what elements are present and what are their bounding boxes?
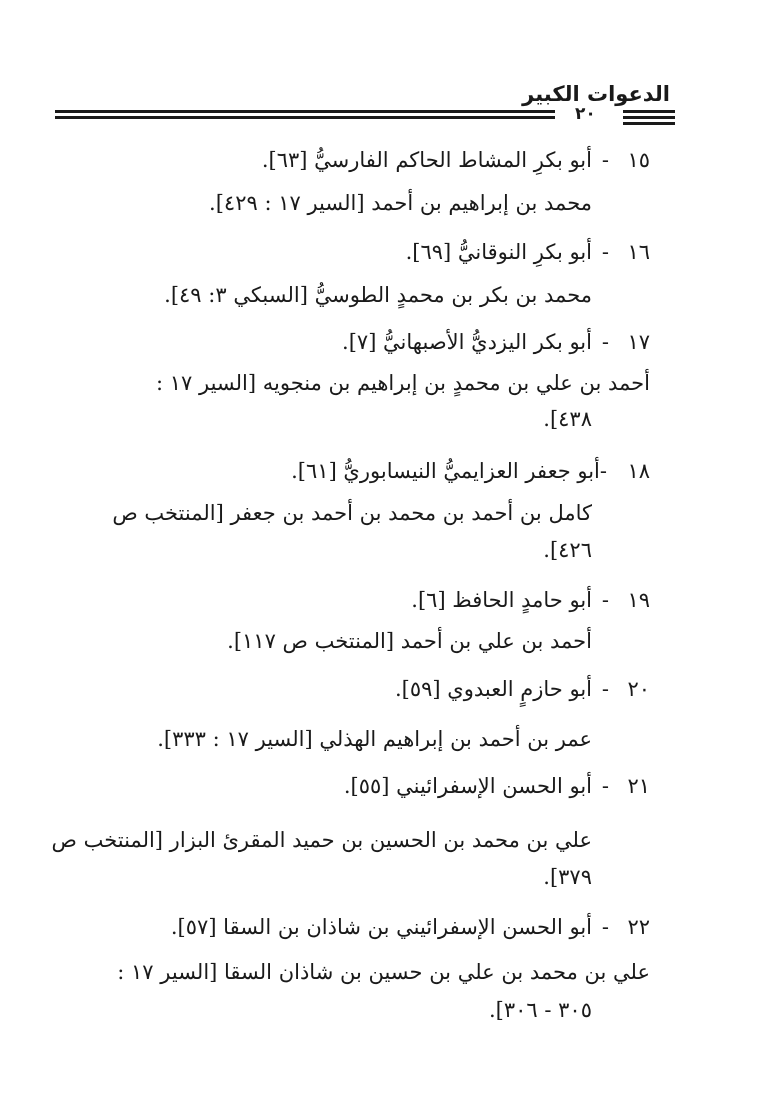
entry-dash: -	[601, 915, 609, 939]
entry-head: أبو حازمٍ العبدوي [٥٩].	[394, 677, 592, 701]
entry-number: ١٥	[627, 148, 650, 172]
entry-detail: ٣٧٩].	[543, 865, 592, 889]
entry-head: أبو بكر اليزديُّ الأصبهانيُّ [٧].	[342, 330, 592, 354]
entry-number: ٢٢	[627, 915, 650, 939]
entry-detail: علي بن محمد بن علي بن حسين بن شاذان السقا [السير ١٧ :	[117, 960, 650, 984]
entry-head: -أبو جعفر العزايميُّ النيسابوريُّ [٦١].	[291, 459, 607, 483]
entry-detail: أحمد بن علي بن محمدٍ بن إبراهيم بن منجويه [السير ١٧ :	[155, 371, 650, 395]
entry-detail: محمد بن إبراهيم بن أحمد [السير ١٧ : ٤٢٩].	[209, 191, 592, 215]
entry-detail: كامل بن أحمد بن محمد بن أحمد بن جعفر [المنتخب ص	[112, 501, 592, 525]
entry-number: ١٧	[627, 330, 650, 354]
header-rule	[55, 116, 555, 119]
entry-head: أبو حامدٍ الحافظ [٦].	[411, 588, 592, 612]
entry-detail: علي بن محمد بن الحسين بن حميد المقرئ البزار [المنتخب ص	[51, 828, 592, 852]
entry-dash: -	[601, 677, 609, 701]
entry-dash: -	[601, 330, 609, 354]
entry-detail: ٣٠٥ - ٣٠٦].	[488, 998, 592, 1022]
entry-dash: -	[601, 240, 609, 264]
entry-detail: أحمد بن علي بن أحمد [المنتخب ص ١١٧].	[227, 629, 592, 653]
header-rule	[623, 110, 675, 113]
header-rule	[623, 122, 675, 125]
entry-number: ٢١	[627, 774, 650, 798]
entry-dash: -	[601, 588, 609, 612]
entry-detail: عمر بن أحمد بن إبراهيم الهذلي [السير ١٧ : ٣٣٣].	[157, 727, 592, 751]
entry-head: أبو بكرِ المشاط الحاكم الفارسيُّ [٦٣].	[261, 148, 592, 172]
entry-head: أبو الحسن الإسفرائيني بن شاذان بن السقا [٥٧].	[170, 915, 592, 939]
entry-number: ١٦	[627, 240, 650, 264]
running-header	[55, 78, 670, 128]
entry-head: أبو الحسن الإسفرائيني [٥٥].	[343, 774, 592, 798]
entry-head: أبو بكرِ النوقانيُّ [٦٩].	[405, 240, 592, 264]
entry-detail: ٤٢٦].	[543, 538, 592, 562]
header-rule	[55, 110, 555, 113]
entry-detail: محمد بن بكر بن محمدٍ الطوسيُّ [السبكي ٣: ٤٩].	[164, 283, 592, 307]
page-number: ٢٠	[575, 104, 596, 124]
entry-number: ١٩	[627, 588, 650, 612]
entry-dash: -	[601, 774, 609, 798]
entry-number: ١٨	[627, 459, 650, 483]
entry-detail: ٤٣٨].	[543, 407, 592, 431]
entry-number: ٢٠	[627, 677, 650, 701]
header-rule	[623, 116, 675, 119]
book-title: الدعوات الكبير	[522, 82, 670, 106]
entry-dash: -	[601, 148, 609, 172]
